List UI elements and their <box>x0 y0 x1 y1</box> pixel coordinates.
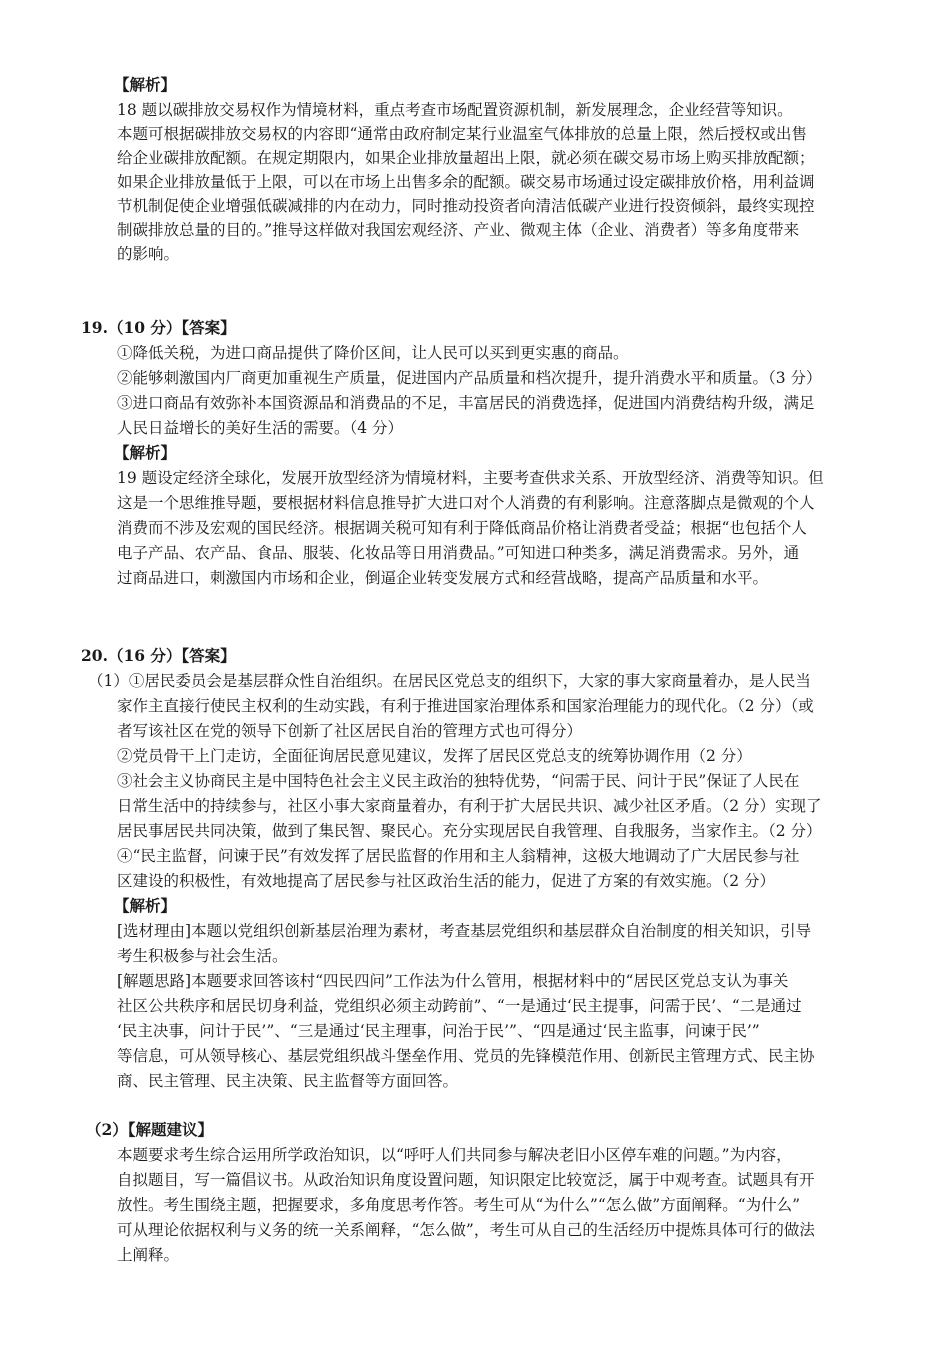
q20-analysis-line: 考生积极参与社会生活。 <box>117 947 288 965</box>
q19-analysis-heading: 【解析】 <box>114 443 177 462</box>
q18-analysis-line: 18 题以碳排放交易权作为情境材料，重点考查市场配置资源机制，新发展理念，企业经营等知识。 <box>117 101 793 119</box>
q20-part1-line: ④“民主监督，问谏于民”有效发挥了居民监督的作用和主人翁精神，这极大地调动了广大居民参与社 <box>117 847 800 865</box>
q18-analysis-line: 制碳排放总量的目的。”推导这样做对我国宏观经济、产业、微观主体（企业、消费者）等多角度带来 <box>117 221 800 239</box>
q19-analysis-line: 这是一个思维推导题，要根据材料信息推导扩大进口对个人消费的有利影响。注意落脚点是微观的个人 <box>117 494 815 512</box>
q18-analysis-heading: 【解析】 <box>114 75 177 94</box>
q18-analysis-line: 节机制促使企业增强低碳减排的内在动力，同时推动投资者向清洁低碳产业进行投资倾斜，最终实现控 <box>117 197 815 215</box>
q20-part1-line: 区建设的积极性，有效地提高了居民参与社区政治生活的能力，促进了方案的有效实施。（2 分） <box>117 872 776 890</box>
q20-part2-line: 可从理论依据权利与义务的统一关系阐释，“怎么做”，考生可从自己的生活经历中提炼具体可行的做法 <box>117 1221 815 1239</box>
q19-answer-line: ③进口商品有效弥补本国资源品和消费品的不足，丰富居民的消费选择，促进国内消费结构升级，满足 <box>117 394 815 412</box>
q20-part2-line: 自拟题目，写一篇倡议书。从政治知识角度设置问题，知识限定比较宽泛，属于中观考查。试题具有开 <box>117 1171 815 1189</box>
q19-analysis-line: 19 题设定经济全球化，发展开放型经济为情境材料，主要考查供求关系、开放型经济、消费等知识。但 <box>117 469 824 487</box>
q20-part1-line: 家作主直接行使民主权利的生动实践，有利于推进国家治理体系和国家治理能力的现代化。（2 分）（或 <box>117 697 814 715</box>
q20-part1-line: 居民事居民共同决策，做到了集民智、聚民心。充分实现居民自我管理、自我服务，当家作主。（2 分） <box>117 822 822 840</box>
q20-analysis-line: 商、民主管理、民主决策、民主监督等方面回答。 <box>117 1072 459 1090</box>
q19-answer-line: ①降低关税，为进口商品提供了降价区间，让人民可以买到更实惠的商品。 <box>117 344 629 362</box>
q18-analysis-line: 如果企业排放量低于上限，可以在市场上出售多余的配额。碳交易市场通过设定碳排放价格，用利益调 <box>117 173 815 191</box>
q20-part2-line: 上阐释。 <box>117 1246 180 1264</box>
q20-part1-line: 者写该社区在党的领导下创新了社区居民自治的管理方式也可得分） <box>117 722 583 740</box>
q19-answer-line: ②能够刺激国内厂商更加重视生产质量，促进国内产品质量和档次提升，提升消费水平和质量。（3 分） <box>117 369 822 387</box>
q20-analysis-line: [选材理由]本题以党组织创新基层治理为素材，考查基层党组织和基层群众自治制度的相关知识，引导 <box>117 922 812 940</box>
q20-part2-line: 本题要求考生综合运用所学政治知识，以“呼吁人们共同参与解决老旧小区停车难的问题。”为内容， <box>117 1146 792 1164</box>
q18-analysis-line: 的影响。 <box>117 245 180 263</box>
q20-part1-line: （1）①居民委员会是基层群众性自治组织。在居民区党总支的组织下，大家的事大家商量着办，是人民当 <box>88 672 811 690</box>
q20-analysis-line: [解题思路]本题要求回答该村“四民四问”工作法为什么管用，根据材料中的“居民区党总支认为事关 <box>117 972 789 990</box>
q20-part2-header: （2）【解题建议】 <box>86 1120 214 1139</box>
q20-analysis-line: 等信息，可从领导核心、基层党组织战斗堡垒作用、党员的先锋模范作用、创新民主管理方式、民主协 <box>117 1047 815 1065</box>
q19-header: 19.（10 分）【答案】 <box>81 318 236 337</box>
q20-part1-line: 日常生活中的持续参与，社区小事大家商量着办，有利于扩大居民共识、减少社区矛盾。（2 分）实现了 <box>117 797 822 815</box>
q18-analysis-line: 给企业碳排放配额。在规定期限内，如果企业排放量超出上限，就必须在碳交易市场上购买排放配额； <box>117 149 815 167</box>
q19-answer-line: 人民日益增长的美好生活的需要。（4 分） <box>117 419 404 437</box>
q20-analysis-line: ‘民主决事，问计于民’”、“三是通过‘民主理事，问治于民’”、“四是通过‘民主监事，问谏于民’” <box>117 1022 760 1040</box>
q20-analysis-line: 社区公共秩序和居民切身利益，党组织必须主动跨前”、“一是通过‘民主提事，问需于民’、“二是通过 <box>117 997 802 1015</box>
q20-analysis-heading: 【解析】 <box>114 896 177 915</box>
q19-analysis-line: 消费而不涉及宏观的国民经济。根据调关税可知有利于降低商品价格让消费者受益；根据“也包括个人 <box>117 519 807 537</box>
q20-header: 20.（16 分）【答案】 <box>81 646 236 665</box>
q20-part1-line: ③社会主义协商民主是中国特色社会主义民主政治的独特优势，“问需于民、问计于民”保证了人民在 <box>117 772 800 790</box>
q19-analysis-line: 电子产品、农产品、食品、服装、化妆品等日用消费品。”可知进口种类多，满足消费需求。另外，通 <box>117 544 800 562</box>
q20-part1-line: ②党员骨干上门走访，全面征询居民意见建议，发挥了居民区党总支的统筹协调作用（2 分） <box>117 747 752 765</box>
q19-analysis-line: 过商品进口，刺激国内市场和企业，倒逼企业转变发展方式和经营战略，提高产品质量和水平。 <box>117 569 769 587</box>
q18-analysis-line: 本题可根据碳排放交易权的内容即“通常由政府制定某行业温室气体排放的总量上限，然后授权或出售 <box>117 125 807 143</box>
q20-part2-line: 放性。考生围绕主题，把握要求，多角度思考作答。考生可从“为什么”“怎么做”方面阐释。“为什么” <box>117 1196 801 1214</box>
